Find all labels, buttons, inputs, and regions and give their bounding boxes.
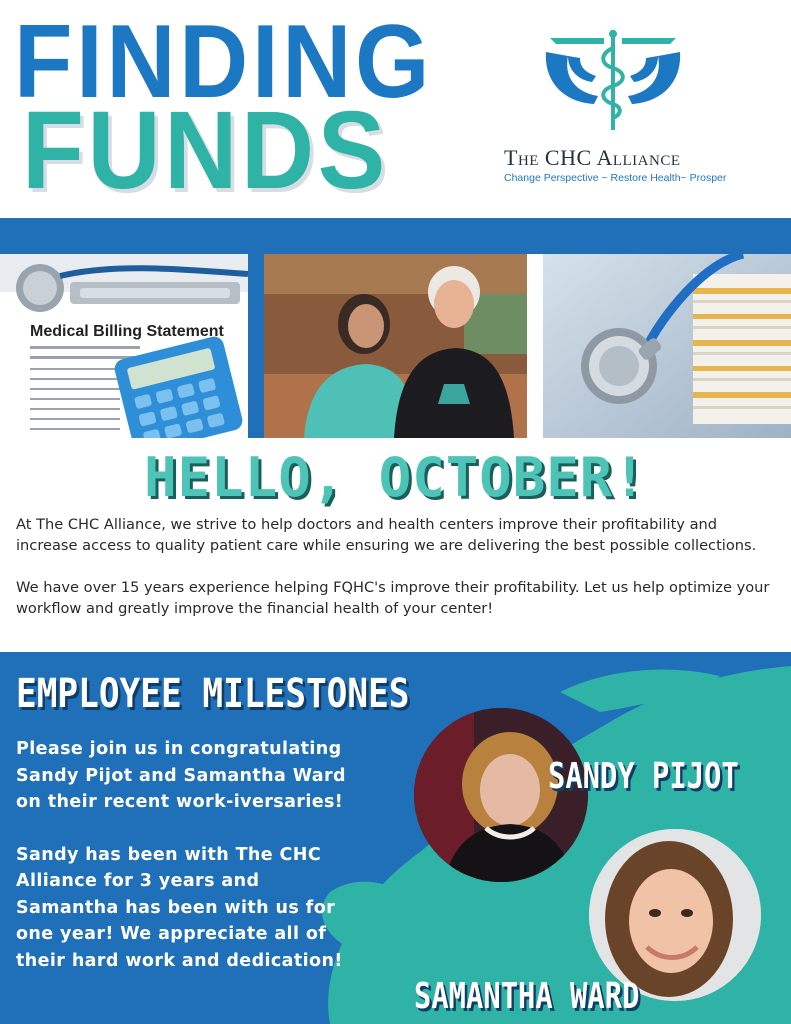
title-finding: FINDING <box>14 4 434 120</box>
milestones-paragraph-1: Please join us in congratulating Sandy Pijot and Samantha Ward on their recent work-iversaries! <box>16 739 346 812</box>
stethoscope-files-photo <box>543 254 791 438</box>
intro-paragraph-2: We have over 15 years experience helping FQHC's improve their profitability. Let us help optimize your workflow and greatly improve the financial health of your center! <box>16 579 770 617</box>
milestones-text <box>16 736 348 974</box>
billing-statement-caption: Medical Billing Statement <box>30 323 224 340</box>
intro-paragraph-1: At The CHC Alliance, we strive to help doctors and health centers improve their profitability and increase access to quality patient care while ensuring we are delivering the best possible collections. <box>16 516 757 554</box>
photo-divider <box>527 254 543 438</box>
photo-divider <box>248 254 264 438</box>
logo-tagline: Change Perspective ~ Restore Health~ Prosper <box>504 172 727 184</box>
samantha-ward-name: SAMANTHA WARD <box>414 976 640 1017</box>
logo-name: The CHC Alliance <box>504 145 681 170</box>
title-funds: FUNDS <box>22 89 389 212</box>
caduceus-wings-icon <box>542 30 684 142</box>
milestones-paragraph-2: Sandy has been with The CHC Alliance for 3 years and Samantha has been with us for one year! We appreciate all of their hard work and dedication! <box>16 844 343 971</box>
billing-statement-photo <box>0 254 248 438</box>
top-blue-band <box>0 218 791 254</box>
milestones-title: EMPLOYEE MILESTONES <box>16 671 410 717</box>
intro-text <box>16 514 778 619</box>
chc-alliance-logo <box>490 30 740 190</box>
two-employees-photo <box>264 254 527 438</box>
hello-october-heading: HELLO, OCTOBER! <box>144 446 647 509</box>
sandy-pijot-name: SANDY PIJOT <box>548 756 739 797</box>
